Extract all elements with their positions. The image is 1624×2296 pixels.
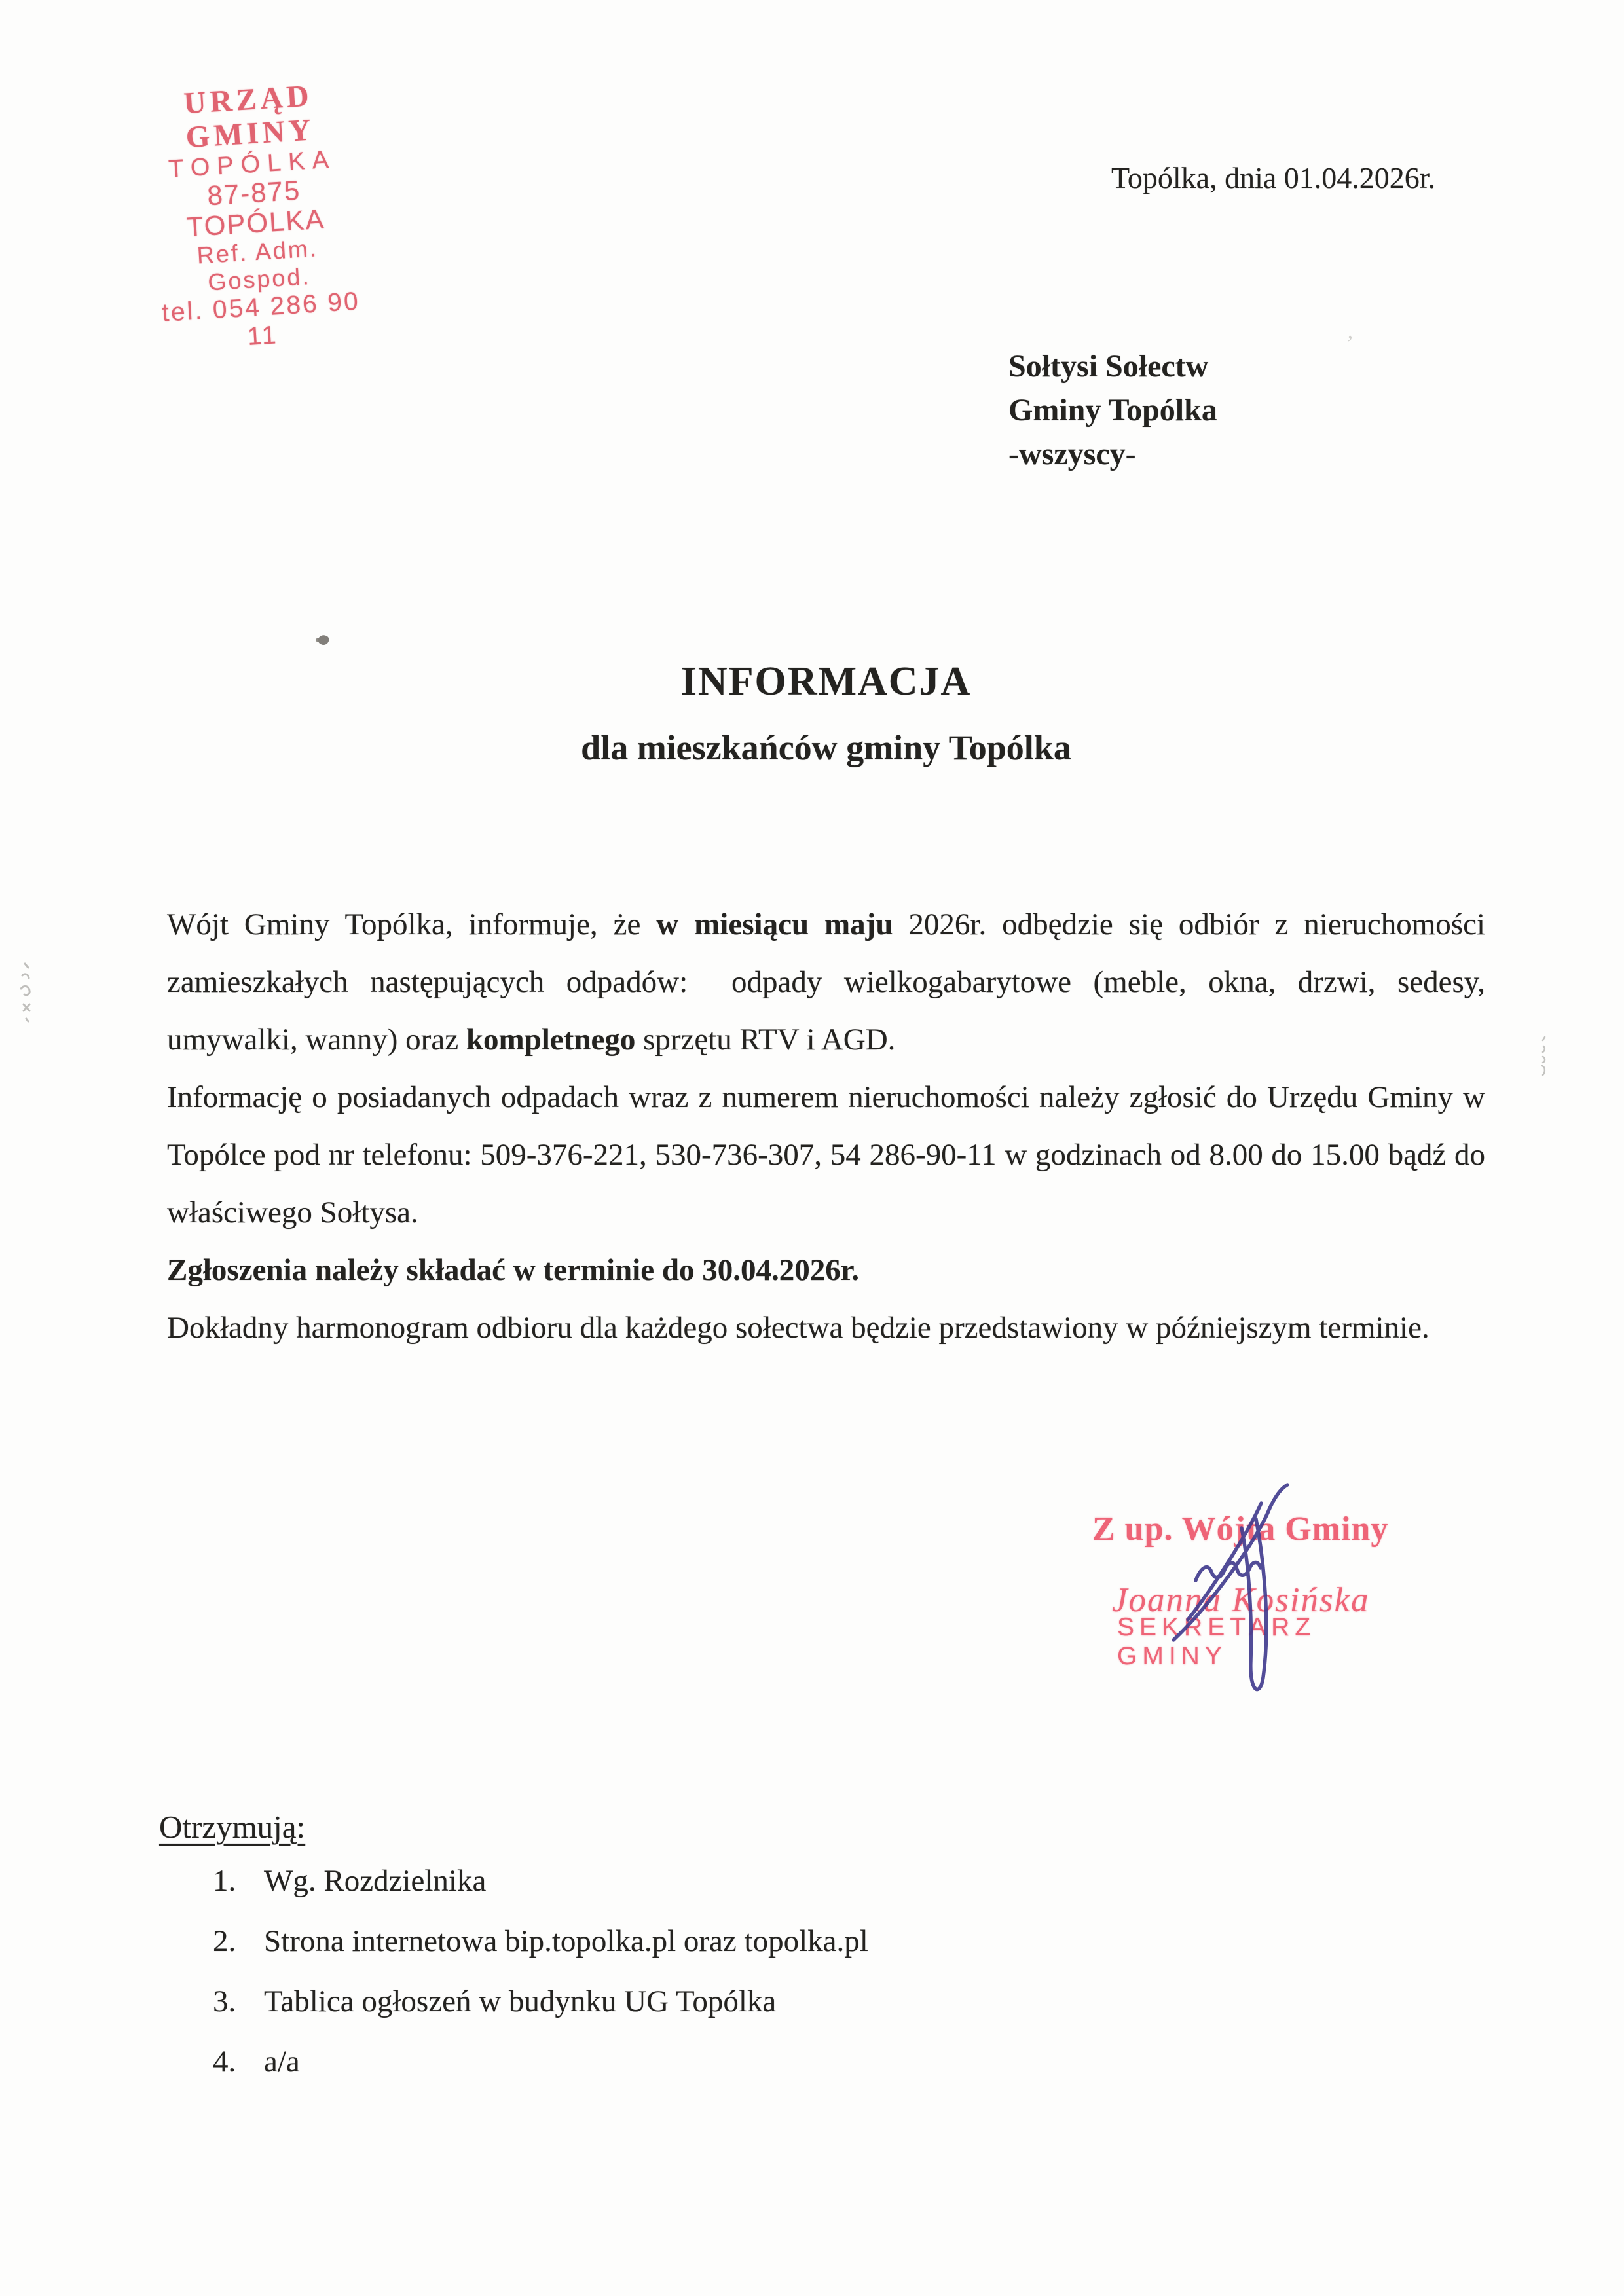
body-segment-bold: kompletnego — [466, 1023, 636, 1057]
body-text — [167, 896, 1485, 1357]
document-subtitle: dla mieszkańców gminy Topólka — [581, 728, 1071, 767]
dateline: Topólka, dnia 01.04.2026r. — [1111, 161, 1436, 194]
distribution-item-text: Wg. Rozdzielnika — [264, 1864, 487, 1898]
distribution-item — [213, 2045, 1130, 2078]
distribution-item-number: 2. — [213, 1924, 236, 1958]
distribution-item — [213, 1865, 1130, 1897]
title-block — [167, 660, 1485, 767]
distribution-heading: Otrzymują: — [159, 1809, 306, 1845]
body-segment: sprzętu RTV i AGD. — [635, 1023, 896, 1057]
stamp-phone: tel. 054 286 90 11 — [160, 287, 361, 352]
distribution-item-text: Tablica ogłoszeń w budynku UG Topólka — [264, 1984, 777, 2018]
distribution-item-number: 1. — [213, 1864, 236, 1898]
stamp-town: TOPÓLKA — [168, 145, 337, 183]
body-segment: Dokładny harmonogram odbioru dla każdego sołectwa będzie przedstawiony w późniejszym terminie. — [167, 1311, 1430, 1345]
body-segment: Informację o posiadanych odpadach wraz z numerem nieruchomości należy zgłosić do Urzędu Gminy w Topólce pod nr telefonu: 509-376-221, 530-736-307, 54 286-90-11 w godzinach od 8.00 do 15.00 bądź do właściwego Sołtysa. — [167, 1080, 1485, 1230]
distribution-item-text: Strona internetowa bip.topolka.pl oraz topolka.pl — [264, 1924, 868, 1958]
body-segment: 2026r. odbędzie się odbiór z nieruchomości zamieszkałych następujących odpadów: odpady wielkogabarytowe (meble, okna, drzwi, sedesy, umywalki, wanny) oraz — [167, 907, 1486, 1057]
distribution-item-number: 4. — [213, 2045, 236, 2079]
distribution-item-text: a/a — [264, 2045, 300, 2079]
body-paragraph — [167, 1068, 1485, 1241]
scan-artifact: ’ — [1346, 331, 1354, 355]
scan-artifact — [17, 961, 37, 1023]
body-paragraph — [167, 896, 1485, 1068]
signature-authority-line: Z up. Wójta Gminy — [1092, 1510, 1389, 1548]
signature-role: SEKRETARZ GMINY — [1117, 1613, 1316, 1670]
distribution-item-number: 3. — [213, 1984, 236, 2018]
body-segment: Wójt Gminy Topólka, informuje, że — [167, 907, 657, 941]
scan-artifact — [1539, 1036, 1548, 1078]
recipient-line: -wszyscy- — [1008, 437, 1136, 471]
stamp-postal-code: 87-875 TOPÓLKA — [185, 174, 326, 243]
body-paragraph — [167, 1299, 1485, 1357]
stamp-office-name: URZĄD GMINY — [183, 79, 316, 155]
body-segment-bold: w miesiącu maju — [656, 907, 893, 941]
body-paragraph — [167, 1241, 1485, 1299]
stamp-department: Ref. Adm. Gospod. — [196, 234, 319, 296]
signature-name: Joanna Kosińska — [1112, 1581, 1370, 1619]
scan-artifact — [317, 633, 331, 646]
handwritten-signature — [1133, 1481, 1316, 1704]
distribution-item — [213, 1925, 1130, 1958]
recipient-line: Gminy Topólka — [1008, 393, 1217, 428]
recipient-line: Sołtysi Sołectw — [1008, 349, 1209, 384]
body-segment-bold: Zgłoszenia należy składać w terminie do 30.04.2026r. — [167, 1253, 860, 1287]
recipient-block — [1008, 344, 1217, 476]
distribution-list — [213, 1865, 1130, 2105]
document-title: INFORMACJA — [680, 659, 972, 704]
distribution-item — [213, 1985, 1130, 2018]
sender-office-stamp — [138, 76, 373, 357]
